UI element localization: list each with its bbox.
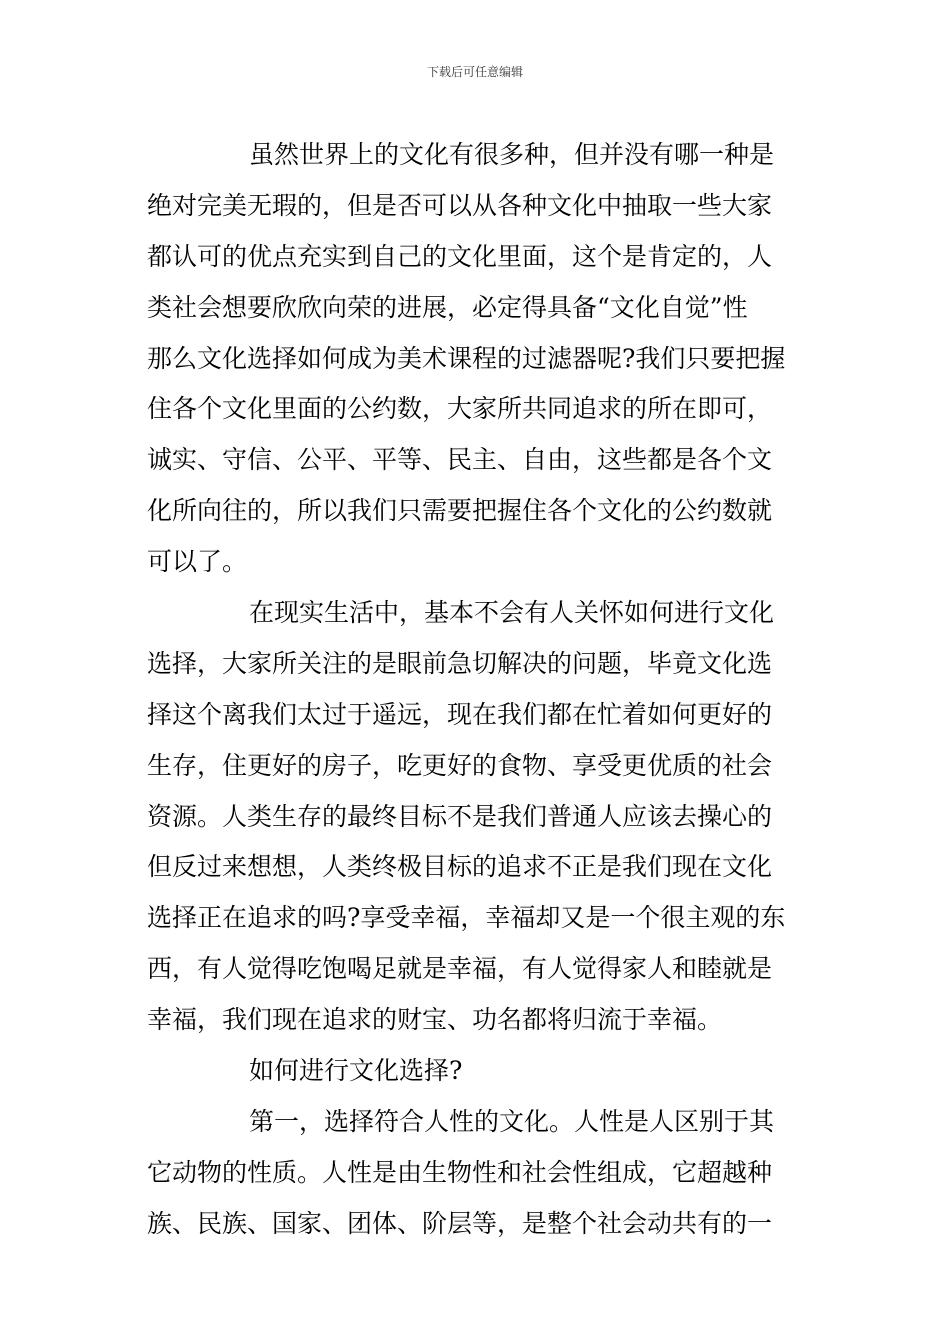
text-line: 族、民族、国家、团体、阶层等，是整个社会动共有的一 <box>147 1208 773 1238</box>
text-line: 虽然世界上的文化有很多种，但并没有哪一种是 <box>249 140 775 169</box>
text-line: 那么文化选择如何成为美术课程的过滤器呢?我们只要把握 <box>147 343 786 373</box>
text-line: 住各个文化里面的公约数，大家所共同追求的所在即可， <box>147 394 773 424</box>
text-line: 它动物的性质。人性是由生物性和社会性组成，它超越种 <box>147 1157 773 1187</box>
text-line: 择这个离我们太过于遥远，现在我们都在忙着如何更好的 <box>147 699 773 729</box>
page-header: 下载后可任意编辑 <box>426 65 523 79</box>
text-line: 都认可的优点充实到自己的文化里面，这个是肯定的，人 <box>147 241 773 271</box>
text-line: 在现实生活中，基本不会有人关怀如何进行文化 <box>249 598 775 628</box>
text-line: 诚实、守信、公平、平等、民主、自由，这些都是各个文 <box>147 445 773 475</box>
text-line: 资源。人类生存的最终目标不是我们普通人应该去操心的 <box>147 801 773 831</box>
text-line: 如何进行文化选择? <box>249 1056 463 1086</box>
text-line: 可以了。 <box>147 547 248 577</box>
text-line: 幸福，我们现在追求的财宝、功名都将归流于幸福。 <box>147 1005 723 1035</box>
text-line: 类社会想要欣欣向荣的进展，必定得具备“文化自觉”性 <box>147 292 748 322</box>
text-line: 但反过来想想，人类终极目标的追求不正是我们现在文化 <box>147 852 773 882</box>
text-line: 生存，住更好的房子，吃更好的食物、享受更优质的社会 <box>147 750 773 780</box>
text-line: 西，有人觉得吃饱喝足就是幸福，有人觉得家人和睦就是 <box>147 954 773 984</box>
text-line: 第一，选择符合人性的文化。人性是人区别于其 <box>249 1106 775 1136</box>
text-line: 选择正在追求的吗?享受幸福，幸福却又是一个很主观的东 <box>147 903 786 933</box>
text-line: 绝对完美无瑕的，但是否可以从各种文化中抽取一些大家 <box>147 190 773 220</box>
document-body <box>147 130 807 1250</box>
text-line: 选择，大家所关注的是眼前急切解决的问题，毕竟文化选 <box>147 648 773 678</box>
text-line: 化所向往的，所以我们只需要把握住各个文化的公约数就 <box>147 496 773 526</box>
